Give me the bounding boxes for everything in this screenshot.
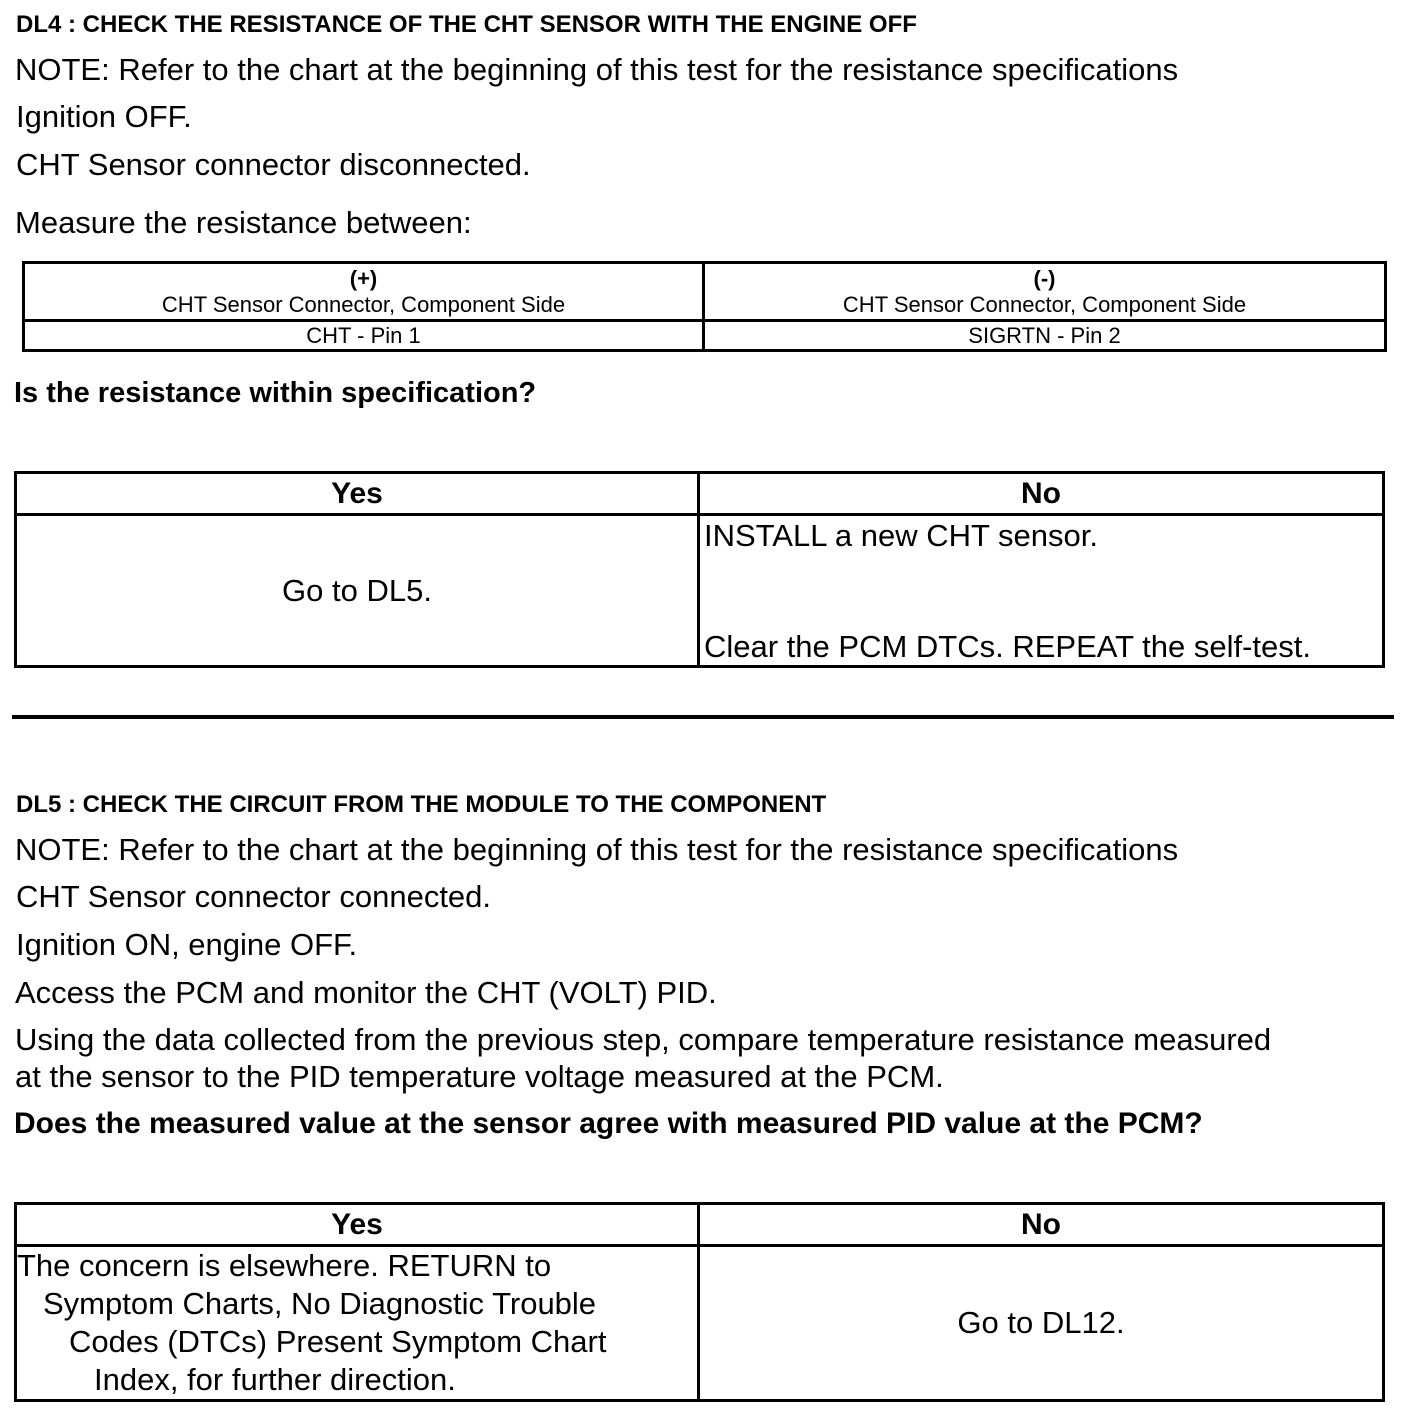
dl5-heading: DL5 : CHECK THE CIRCUIT FROM THE MODULE TO THE COMPONENT — [16, 791, 827, 818]
dl4-no-header: No — [699, 473, 1384, 515]
dl5-yes-line: The concern is elsewhere. RETURN to — [17, 1248, 552, 1283]
measurement-positive-pin: CHT - Pin 1 — [24, 321, 704, 351]
measurement-header-negative — [704, 263, 1386, 321]
measurement-header-positive — [24, 263, 704, 321]
dl5-yes-line: Index, for further direction. — [94, 1362, 456, 1397]
dl5-step-access: Access the PCM and monitor the CHT (VOLT) PID. — [15, 975, 717, 1010]
dl4-note: NOTE: Refer to the chart at the beginning of this test for the resistance specifications — [15, 52, 1179, 87]
dl5-yes-header: Yes — [16, 1204, 699, 1246]
dl4-heading: DL4 : CHECK THE RESISTANCE OF THE CHT SENSOR WITH THE ENGINE OFF — [16, 11, 917, 38]
dl5-no-header: No — [699, 1204, 1384, 1246]
dl5-question: Does the measured value at the sensor agree with measured PID value at the PCM? — [14, 1107, 1203, 1140]
dl4-step-ignition: Ignition OFF. — [16, 99, 192, 134]
dl5-yes-action — [16, 1246, 699, 1401]
dl4-no-clear: Clear the PCM DTCs. REPEAT the self-test. — [704, 629, 1311, 664]
dl5-step-ignition: Ignition ON, engine OFF. — [16, 927, 358, 962]
dl5-step-connector: CHT Sensor connector connected. — [16, 879, 492, 914]
dl4-yes-header: Yes — [16, 473, 699, 515]
dl5-no-action: Go to DL12. — [699, 1246, 1384, 1401]
dl4-question: Is the resistance within specification? — [14, 377, 537, 409]
measurement-negative-pin: SIGRTN - Pin 2 — [704, 321, 1386, 351]
dl5-yes-line: Symptom Charts, No Diagnostic Trouble — [43, 1286, 597, 1321]
dl4-measurement-table — [22, 261, 1387, 352]
dl5-step-compare-line1: Using the data collected from the previous step, compare temperature resistance measured — [15, 1022, 1272, 1057]
dl4-step-connector: CHT Sensor connector disconnected. — [16, 147, 531, 182]
negative-sign: (-) — [1033, 265, 1056, 291]
negative-label: CHT Sensor Connector, Component Side — [842, 291, 1247, 317]
dl4-no-install: INSTALL a new CHT sensor. — [704, 518, 1098, 553]
dl4-decision-table — [14, 471, 1385, 668]
dl4-step-measure: Measure the resistance between: — [15, 205, 472, 240]
dl5-step-compare-line2: at the sensor to the PID temperature voltage measured at the PCM. — [15, 1059, 944, 1094]
positive-sign: (+) — [349, 265, 378, 291]
positive-label: CHT Sensor Connector, Component Side — [161, 291, 566, 317]
dl4-yes-action: Go to DL5. — [16, 515, 699, 667]
dl5-decision-table — [14, 1202, 1385, 1402]
dl5-note: NOTE: Refer to the chart at the beginning of this test for the resistance specifications — [15, 832, 1179, 867]
dl4-no-action — [699, 515, 1384, 667]
section-divider — [12, 715, 1394, 719]
dl5-yes-line: Codes (DTCs) Present Symptom Chart — [69, 1324, 607, 1359]
